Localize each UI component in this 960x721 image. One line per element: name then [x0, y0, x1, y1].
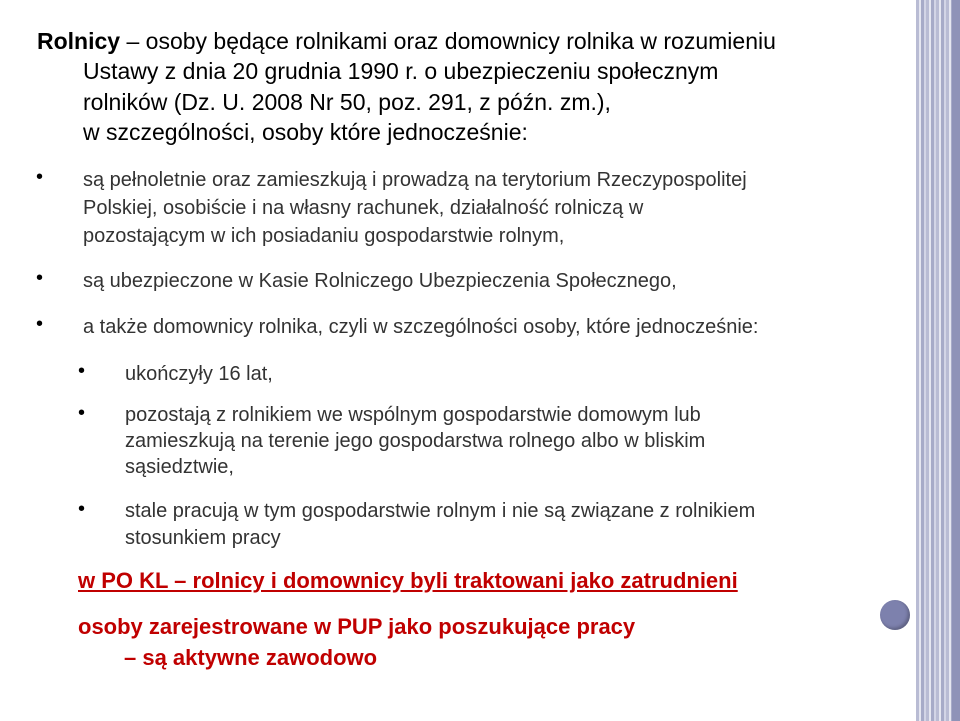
sub-bullet-marker: •: [78, 360, 86, 382]
intro-line-4: w szczególności, osoby które jednocześnie:: [83, 119, 528, 145]
intro-term: Rolnicy: [37, 28, 121, 54]
note-po-kl: w PO KL – rolnicy i domownicy byli traktowani jako zatrudnieni: [78, 568, 738, 593]
bullet-1-line-3: pozostającym w ich posiadaniu gospodarstwie rolnym,: [83, 225, 565, 247]
sub-bullet-1-text: ukończyły 16 lat,: [125, 363, 273, 385]
sub-bullet-marker: •: [78, 402, 86, 424]
sub-bullet-3-line-1: stale pracują w tym gospodarstwie rolnym i nie są związane z rolnikiem: [125, 500, 756, 522]
bullet-marker: •: [36, 267, 44, 289]
bullet-1-line-2: Polskiej, osobiście i na własny rachunek, działalność rolniczą w: [83, 197, 644, 219]
sub-bullet-3-line-2: stosunkiem pracy: [125, 527, 281, 549]
intro-line-3: rolników (Dz. U. 2008 Nr 50, poz. 291, z późn. zm.),: [83, 89, 611, 115]
intro-line-2: Ustawy z dnia 20 grudnia 1990 r. o ubezpieczeniu społecznym: [83, 58, 719, 84]
bullet-marker: •: [36, 166, 44, 188]
sub-bullet-2-line-1: pozostają z rolnikiem we wspólnym gospodarstwie domowym lub: [125, 404, 701, 426]
sub-bullet-2-line-3: sąsiedztwie,: [125, 456, 234, 478]
bullet-1-line-1: są pełnoletnie oraz zamieszkują i prowadzą na terytorium Rzeczypospolitej: [83, 169, 747, 191]
intro-line-1-rest: – osoby będące rolnikami oraz domownicy rolnika w rozumieniu: [120, 28, 776, 54]
decorative-side-bar: [916, 0, 960, 721]
note-pup-line-2: – są aktywne zawodowo: [124, 645, 378, 670]
note-pup-line-1: osoby zarejestrowane w PUP jako poszukujące pracy: [78, 614, 636, 639]
bullet-2-text: są ubezpieczone w Kasie Rolniczego Ubezpieczenia Społecznego,: [83, 270, 677, 292]
decorative-circle: [880, 600, 910, 630]
sub-bullet-marker: •: [78, 498, 86, 520]
bullet-marker: •: [36, 313, 44, 335]
bullet-3-text: a także domownicy rolnika, czyli w szczególności osoby, które jednocześnie:: [83, 316, 759, 338]
sub-bullet-2-line-2: zamieszkują na terenie jego gospodarstwa rolnego albo w bliskim: [125, 430, 706, 452]
intro-line-1: [37, 28, 776, 55]
